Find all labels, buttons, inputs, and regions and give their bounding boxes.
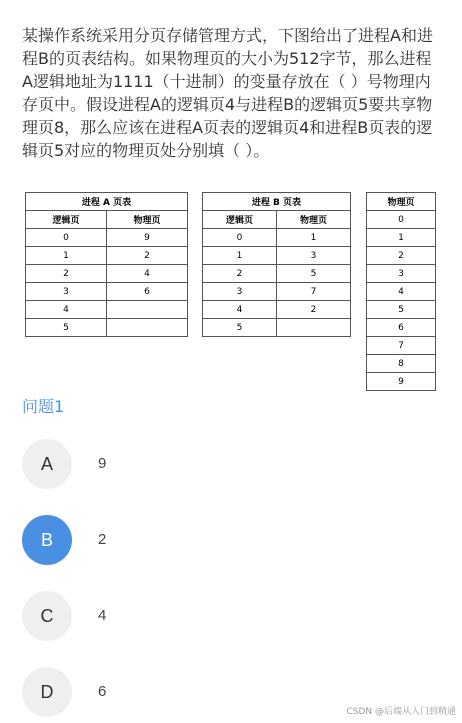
table-row bbox=[367, 247, 436, 265]
option-letter-circle[interactable]: B bbox=[22, 515, 72, 565]
table-title: 进程 A 页表 bbox=[26, 193, 188, 211]
physical-page-cell bbox=[107, 319, 188, 337]
table-row bbox=[367, 337, 436, 355]
table-row bbox=[203, 247, 351, 265]
table-row bbox=[26, 301, 188, 319]
logical-page-cell: 1 bbox=[26, 247, 107, 265]
physical-page-cell bbox=[277, 319, 351, 337]
table-row bbox=[367, 373, 436, 391]
table-row bbox=[203, 301, 351, 319]
physical-page-cell: 1 bbox=[367, 229, 436, 247]
option-letter-circle[interactable]: D bbox=[22, 667, 72, 717]
question-text: 某操作系统采用分页存储管理方式，下图给出了进程A和进程B的页表结构。如果物理页的大小为512字节，那么进程A逻辑地址为1111（十进制）的变量存放在（ ）号物理内存页中。假设进程A的逻辑页4与进程B的逻辑页5要共享物理页8，那么应该在进程A页表的逻辑页4和进程B页表的逻辑页5对应的物理页处分别填（ ）。 bbox=[22, 26, 433, 160]
question-number-label: 问题1 bbox=[22, 397, 65, 416]
column-header-logical: 逻辑页 bbox=[26, 211, 107, 229]
logical-page-cell: 2 bbox=[203, 265, 277, 283]
physical-page-cell: 6 bbox=[107, 283, 188, 301]
physical-page-table bbox=[366, 192, 436, 391]
table-row bbox=[203, 283, 351, 301]
source-credit: CSDN @后端从入门到精通 bbox=[346, 707, 456, 717]
table-row bbox=[26, 319, 188, 337]
column-header-logical: 逻辑页 bbox=[203, 211, 277, 229]
logical-page-cell: 4 bbox=[203, 301, 277, 319]
table-row bbox=[367, 211, 436, 229]
physical-page-cell: 9 bbox=[367, 373, 436, 391]
table-row bbox=[367, 283, 436, 301]
logical-page-cell: 5 bbox=[203, 319, 277, 337]
physical-page-cell bbox=[107, 301, 188, 319]
answer-option-b[interactable] bbox=[22, 515, 422, 565]
table-row bbox=[367, 301, 436, 319]
table-title: 进程 B 页表 bbox=[203, 193, 351, 211]
physical-page-cell: 1 bbox=[277, 229, 351, 247]
logical-page-cell: 3 bbox=[203, 283, 277, 301]
table-title: 物理页 bbox=[367, 193, 436, 211]
column-header-physical: 物理页 bbox=[107, 211, 188, 229]
page-table-process-a bbox=[25, 192, 188, 337]
option-text[interactable]: 4 bbox=[98, 607, 107, 624]
physical-page-cell: 7 bbox=[277, 283, 351, 301]
physical-page-cell: 3 bbox=[277, 247, 351, 265]
table-row bbox=[367, 265, 436, 283]
physical-page-cell: 0 bbox=[367, 211, 436, 229]
physical-page-cell: 5 bbox=[367, 301, 436, 319]
table-row bbox=[26, 265, 188, 283]
table-row bbox=[367, 319, 436, 337]
option-letter-circle[interactable]: C bbox=[22, 591, 72, 641]
logical-page-cell: 5 bbox=[26, 319, 107, 337]
table-row bbox=[367, 355, 436, 373]
answer-option-a[interactable] bbox=[22, 439, 422, 489]
logical-page-cell: 0 bbox=[203, 229, 277, 247]
physical-page-cell: 4 bbox=[367, 283, 436, 301]
table-row bbox=[367, 229, 436, 247]
table-row bbox=[203, 265, 351, 283]
option-letter-circle[interactable]: A bbox=[22, 439, 72, 489]
option-text[interactable]: 2 bbox=[98, 531, 107, 548]
logical-page-cell: 4 bbox=[26, 301, 107, 319]
table-row bbox=[26, 247, 188, 265]
table-row bbox=[26, 229, 188, 247]
physical-page-cell: 9 bbox=[107, 229, 188, 247]
physical-page-cell: 5 bbox=[277, 265, 351, 283]
table-row bbox=[26, 283, 188, 301]
option-text[interactable]: 6 bbox=[98, 683, 107, 700]
physical-page-cell: 8 bbox=[367, 355, 436, 373]
physical-page-cell: 2 bbox=[107, 247, 188, 265]
logical-page-cell: 1 bbox=[203, 247, 277, 265]
physical-page-cell: 3 bbox=[367, 265, 436, 283]
logical-page-cell: 0 bbox=[26, 229, 107, 247]
physical-page-cell: 6 bbox=[367, 319, 436, 337]
physical-page-cell: 4 bbox=[107, 265, 188, 283]
physical-page-cell: 2 bbox=[277, 301, 351, 319]
table-row bbox=[203, 229, 351, 247]
logical-page-cell: 2 bbox=[26, 265, 107, 283]
table-row bbox=[203, 319, 351, 337]
logical-page-cell: 3 bbox=[26, 283, 107, 301]
physical-page-cell: 7 bbox=[367, 337, 436, 355]
answer-option-c[interactable] bbox=[22, 591, 422, 641]
page-table-process-b bbox=[202, 192, 351, 337]
option-text[interactable]: 9 bbox=[98, 455, 107, 472]
column-header-physical: 物理页 bbox=[277, 211, 351, 229]
physical-page-cell: 2 bbox=[367, 247, 436, 265]
